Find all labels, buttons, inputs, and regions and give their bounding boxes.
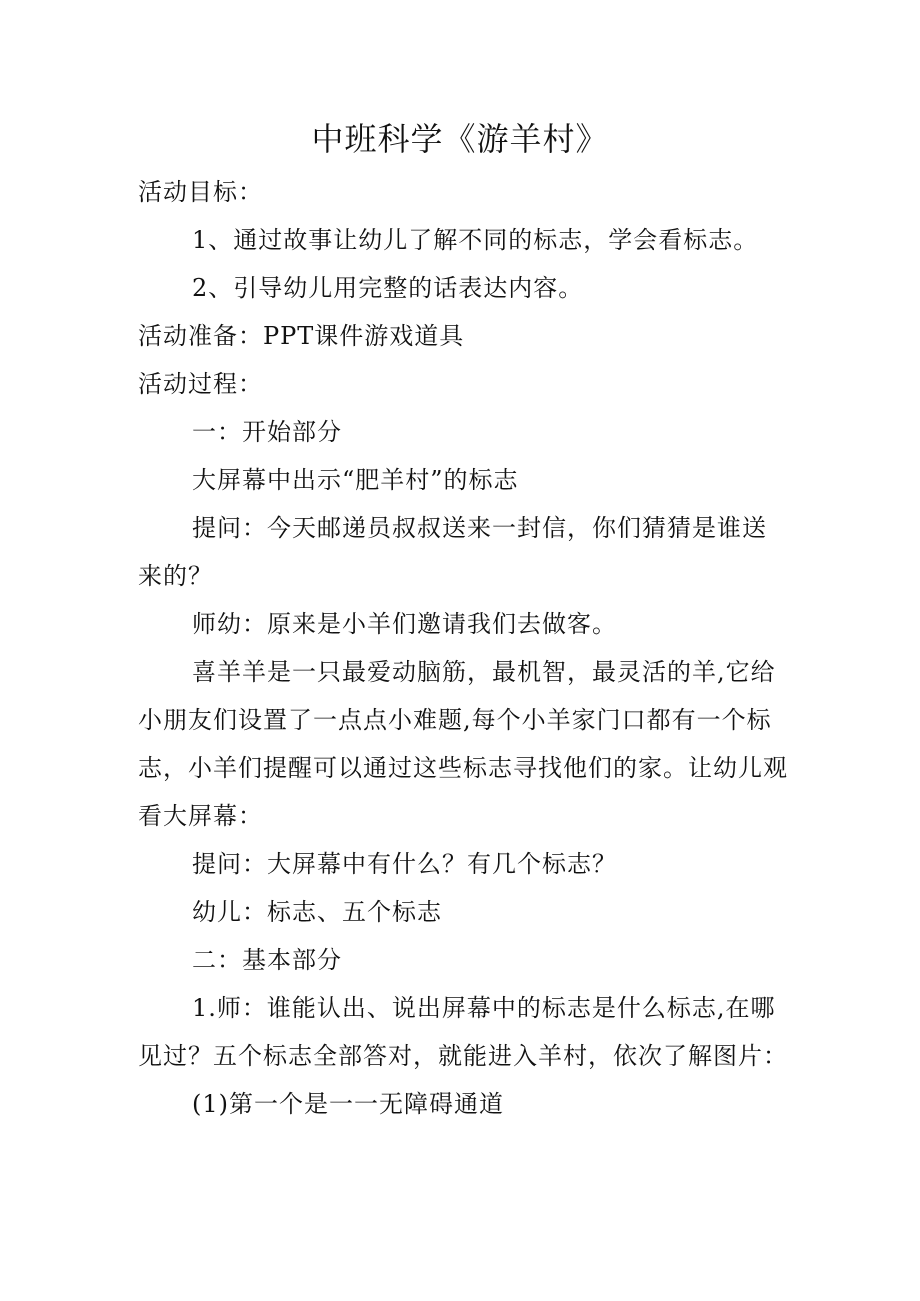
subsection-start: 一：开始部分 bbox=[192, 418, 342, 446]
paragraph-teacher-question: 1.师：谁能认出、说出屏幕中的标志是什么标志,在哪见过？五个标志全部答对，就能进入羊村，依次了解图片： bbox=[138, 994, 788, 1070]
section-heading-goals: 活动目标： bbox=[138, 178, 263, 206]
paragraph-question-letter: 提问：今天邮递员叔叔送来一封信，你们猜猜是谁送来的？ bbox=[138, 514, 767, 590]
goal-item-2: 2、引导幼儿用完整的话表达内容。 bbox=[192, 274, 584, 302]
paragraph-story: 喜羊羊是一只最爱动脑筋，最机智，最灵活的羊,它给小朋友们设置了一点点小难题,每个小羊家门口都有一个标志，小羊们提醒可以通过这些标志寻找他们的家。让幼儿观看大屏幕： bbox=[138, 658, 788, 830]
document-body bbox=[138, 168, 788, 1128]
paragraph-screen-sign: 大屏幕中出示“肥羊村”的标志 bbox=[192, 466, 519, 494]
goal-item-1: 1、通过故事让幼儿了解不同的标志，学会看标志。 bbox=[192, 226, 759, 254]
list-item-first-sign: (1)第一个是一一无障碍通道 bbox=[192, 1090, 504, 1118]
paragraph-teacher-child: 师幼：原来是小羊们邀请我们去做客。 bbox=[192, 610, 617, 638]
section-heading-preparation: 活动准备：PPT课件游戏道具 bbox=[138, 322, 465, 350]
document-title: 中班科学《游羊村》 bbox=[311, 120, 609, 158]
paragraph-child-answer: 幼儿：标志、五个标志 bbox=[192, 898, 442, 926]
subsection-basic: 二：基本部分 bbox=[192, 946, 342, 974]
section-heading-process: 活动过程： bbox=[138, 370, 263, 398]
paragraph-question-screen: 提问：大屏幕中有什么？有几个标志？ bbox=[192, 850, 617, 878]
